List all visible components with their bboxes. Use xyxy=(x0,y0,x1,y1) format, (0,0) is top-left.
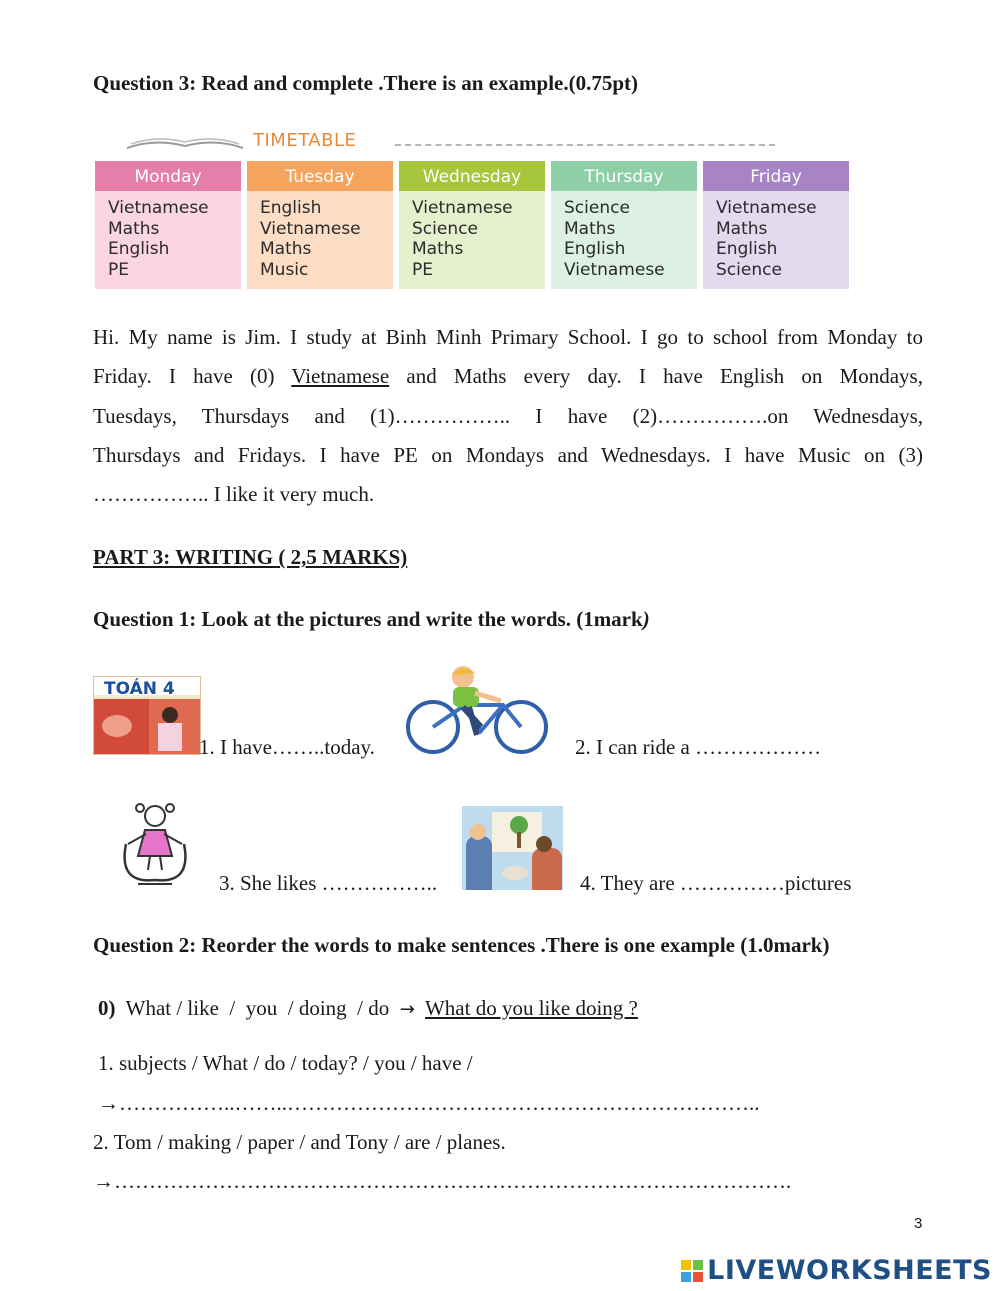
arrow-icon: → xyxy=(399,999,415,1020)
timetable-column xyxy=(95,161,241,289)
subject: English xyxy=(260,198,322,218)
bicycle-picture xyxy=(403,665,549,755)
subject: Vietnamese xyxy=(412,198,513,218)
example-answer: Vietnamese xyxy=(291,364,390,389)
subject: Science xyxy=(412,218,478,239)
sentence-1-answer-line[interactable]: →……………..……..………………………………………………………….. xyxy=(98,1091,760,1115)
divider xyxy=(395,144,775,146)
item-3-label: 3. She likes ……………. xyxy=(219,871,432,895)
subject: English xyxy=(108,239,170,259)
subject: PE xyxy=(108,259,129,280)
item-1-text: 1. I have……..today. xyxy=(199,735,375,759)
liveworksheets-logo xyxy=(681,1255,992,1286)
timetable-banner xyxy=(125,128,775,154)
sentence-1-words: 1. subjects / What / do / today? / you / have / xyxy=(98,1051,473,1075)
sentence-2-answer-line[interactable]: →……………………………………………………………………………………. xyxy=(93,1169,792,1193)
part-3-title: PART 3: WRITING ( 2,5 MARKS) xyxy=(93,545,408,569)
passage-line: Tuesdays, Thursdays and (1)…………….. I have (2)…………….on Wednesdays, xyxy=(93,403,923,428)
subject: Science xyxy=(564,198,630,218)
brand-square xyxy=(681,1272,691,1282)
page-number: 3 xyxy=(914,1215,923,1232)
day-header: Tuesday xyxy=(247,161,393,191)
reading-passage xyxy=(93,318,923,514)
timetable-column xyxy=(703,161,849,289)
passage-line: Hi. My name is Jim. I study at Binh Minh Primary School. I go to school from Monday to xyxy=(93,325,923,349)
brand-square xyxy=(693,1260,703,1270)
timetable-column xyxy=(399,161,545,289)
timetable-column xyxy=(551,161,697,289)
question-3-title: Question 3: Read and complete .There is an example.(0.75pt) xyxy=(93,71,639,95)
math-book-picture xyxy=(93,676,201,755)
day-header: Friday xyxy=(703,161,849,191)
subject: Maths xyxy=(108,218,160,239)
sentence-2-words: 2. Tom / making / paper / and Tony / are / planes. xyxy=(93,1130,506,1154)
book-title: TOÁN 4 xyxy=(104,679,175,699)
item-2-text: 2. I can ride a ……………… xyxy=(575,735,822,759)
item-4-text: 4. They are ……………pictures xyxy=(580,871,852,895)
subject: Vietnamese xyxy=(564,259,665,280)
passage-line: …………….. I like it very much. xyxy=(93,482,375,507)
brand-name: LIVEWORKSHEETS xyxy=(707,1255,992,1286)
question-1-title xyxy=(93,607,650,632)
subject: Science xyxy=(716,259,782,280)
example-row xyxy=(98,996,638,1021)
open-book-icon xyxy=(125,136,245,150)
example-number: 0) xyxy=(98,996,116,1020)
day-subjects xyxy=(247,191,393,289)
subject: Maths xyxy=(412,239,464,259)
timetable-column xyxy=(247,161,393,289)
passage-line xyxy=(93,357,923,396)
subject: Music xyxy=(260,259,309,280)
day-subjects xyxy=(703,191,849,289)
day-subjects xyxy=(551,191,697,289)
painting-picture xyxy=(462,806,563,890)
subject: Maths xyxy=(716,218,768,239)
subject: Maths xyxy=(260,239,312,259)
day-header: Monday xyxy=(95,161,241,191)
passage-text: Friday. I have (0) xyxy=(93,364,292,389)
question-2-title: Question 2: Reorder the words to make sentences .There is one example (1.0mark) xyxy=(93,933,830,957)
brand-square xyxy=(693,1272,703,1282)
question-1-paren: ) xyxy=(642,607,650,631)
timetable-title: TIMETABLE xyxy=(253,130,357,151)
skipping-rope-picture xyxy=(112,800,198,886)
example-answer: What do you like doing ? xyxy=(424,996,638,1020)
day-header: Wednesday xyxy=(399,161,545,191)
item-3-text xyxy=(219,871,437,896)
item-3-dot: . xyxy=(431,871,438,895)
subject: Vietnamese xyxy=(260,218,361,239)
subject: Vietnamese xyxy=(716,198,817,218)
day-subjects xyxy=(95,191,241,289)
question-1-text: Question 1: Look at the pictures and write the words. (1mark xyxy=(93,607,643,631)
example-words: What / like / you / doing / do xyxy=(125,996,390,1020)
subject: PE xyxy=(412,259,433,280)
day-header: Thursday xyxy=(551,161,697,191)
brand-square xyxy=(681,1260,691,1270)
brand-icon xyxy=(681,1260,703,1282)
day-subjects xyxy=(399,191,545,289)
passage-line: Thursdays and Fridays. I have PE on Mondays and Wednesdays. I have Music on (3) xyxy=(93,442,923,467)
subject: English xyxy=(716,239,778,259)
subject: Vietnamese xyxy=(108,198,209,218)
subject: Maths xyxy=(564,218,616,239)
timetable xyxy=(95,161,849,289)
subject: English xyxy=(564,239,626,259)
passage-text: and Maths every day. I have English on Mondays, xyxy=(389,364,923,389)
